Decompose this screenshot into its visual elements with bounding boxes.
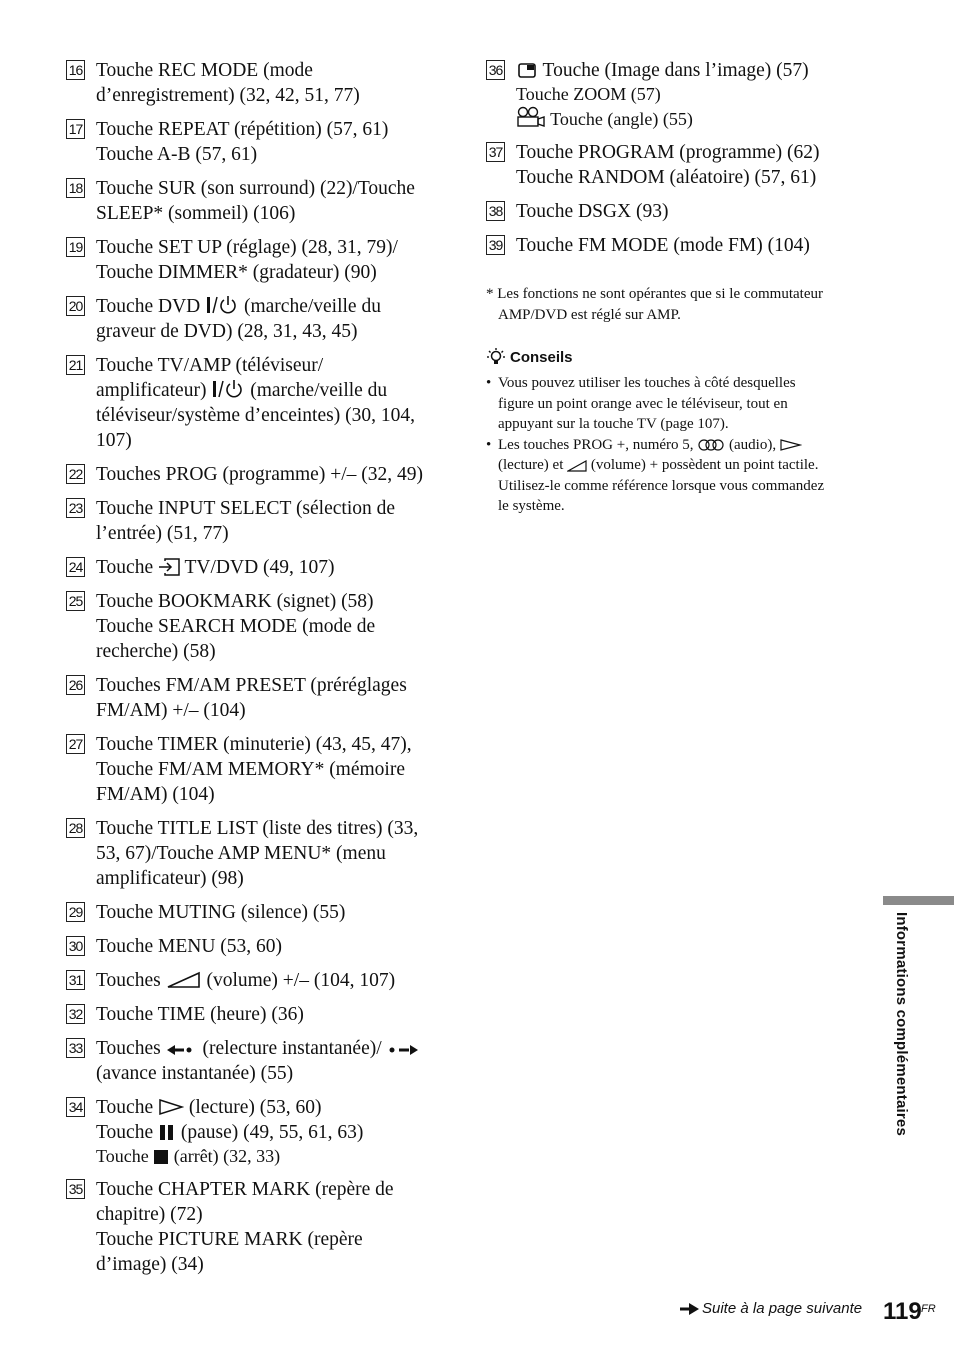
- entry-line: 107): [96, 430, 132, 451]
- entry-line: Touche FM MODE (mode FM) (104): [516, 235, 810, 256]
- entry-22: [66, 462, 446, 487]
- entry-line: Touche TIME (heure) (36): [96, 1004, 304, 1025]
- play-icon: [780, 438, 802, 452]
- footnote: [486, 284, 871, 325]
- entry-line: FM/AM) (104): [96, 784, 215, 805]
- entry-line: Touche INPUT SELECT (sélection de: [96, 498, 396, 519]
- entry-text: (volume) +/– (104, 107): [201, 970, 396, 991]
- entry-27: [66, 732, 446, 807]
- power-standby-icon: [205, 295, 239, 315]
- entry-line: graveur de DVD) (28, 31, 43, 45): [96, 321, 358, 342]
- callout-number: 28: [66, 818, 85, 838]
- entry-line: l’entrée) (51, 77): [96, 523, 229, 544]
- tip-text: (volume) + possèdent un point tactile.: [587, 457, 819, 473]
- entry-line: Touche BOOKMARK (signet) (58): [96, 591, 374, 612]
- footnote-line: AMP/DVD est réglé sur AMP.: [498, 306, 681, 323]
- entry-line: FM/AM) +/– (104): [96, 700, 246, 721]
- entry-line: d’image) (34): [96, 1254, 204, 1275]
- entry-24: [66, 555, 446, 580]
- callout-number: 17: [66, 119, 85, 139]
- callout-number: 36: [486, 60, 505, 80]
- entry-line: amplificateur) (98): [96, 868, 244, 889]
- instant-advance-icon: [387, 1043, 419, 1057]
- entry-line: chapitre) (72): [96, 1204, 203, 1225]
- callout-number: 32: [66, 1004, 85, 1024]
- entry-text: (pause) (49, 55, 61, 63): [176, 1122, 364, 1143]
- callout-number: 30: [66, 936, 85, 956]
- entry-line: téléviseur/système d’enceintes) (30, 104,: [96, 405, 415, 426]
- entry-text: Touche: [96, 1097, 158, 1118]
- entry-line: Touche DSGX (93): [516, 201, 669, 222]
- input-select-icon: [158, 558, 180, 576]
- tip-line: le système.: [498, 498, 565, 514]
- callout-number: 18: [66, 178, 85, 198]
- entry-19: [66, 235, 446, 285]
- entry-line: 53, 67)/Touche AMP MENU* (menu: [96, 843, 386, 864]
- entry-20: [66, 294, 446, 344]
- tip-item: [486, 373, 871, 435]
- entry-text: (arrêt) (32, 33): [169, 1146, 281, 1166]
- entry-21: [66, 353, 446, 453]
- callout-number: 24: [66, 557, 85, 577]
- entry-text: (lecture) (53, 60): [184, 1097, 322, 1118]
- entry-18: [66, 176, 446, 226]
- callout-number: 19: [66, 237, 85, 257]
- entry-line: Touche TIMER (minuterie) (43, 45, 47),: [96, 734, 412, 755]
- stop-icon: [153, 1149, 169, 1165]
- picture-in-picture-icon: [516, 61, 538, 79]
- tip-line: • Vous pouvez utiliser les touches à côté desquelles: [498, 375, 796, 391]
- entry-39: [486, 233, 871, 258]
- callout-number: 27: [66, 734, 85, 754]
- entry-text: Touche: [96, 557, 158, 578]
- entry-line: Touche CHAPTER MARK (repère de: [96, 1179, 394, 1200]
- entry-line: d’enregistrement) (32, 42, 51, 77): [96, 85, 360, 106]
- callout-number: 38: [486, 201, 505, 221]
- entry-line: Touche SEARCH MODE (mode de: [96, 616, 376, 637]
- entry-line: Touche TITLE LIST (liste des titres) (33,: [96, 818, 419, 839]
- entry-34: [66, 1095, 446, 1168]
- continue-note: [680, 1300, 862, 1317]
- entry-line: Touches PROG (programme) +/– (32, 49): [96, 464, 423, 485]
- entry-text: Touche: [96, 1146, 154, 1166]
- tip-item: [486, 435, 871, 517]
- callout-number: 34: [66, 1097, 85, 1117]
- arrow-right-icon: [680, 1303, 700, 1315]
- entry-line: Touche FM/AM MEMORY* (mémoire: [96, 759, 405, 780]
- audio-icon: [697, 438, 725, 452]
- entry-text: TV/DVD (49, 107): [180, 557, 335, 578]
- lightbulb-icon: [486, 347, 506, 367]
- entry-text: Touche: [96, 1122, 158, 1143]
- entry-32: [66, 1002, 446, 1027]
- entry-line: Touche TV/AMP (téléviseur/: [96, 355, 324, 376]
- entry-line: recherche) (58): [96, 641, 216, 662]
- callout-number: 31: [66, 970, 85, 990]
- entry-line: Touche A-B (57, 61): [96, 144, 258, 165]
- instant-replay-icon: [166, 1043, 198, 1057]
- page-number: 119: [883, 1298, 922, 1325]
- right-column: [486, 58, 871, 517]
- entry-line: Touche MUTING (silence) (55): [96, 902, 346, 923]
- callout-number: 16: [66, 60, 85, 80]
- entry-line: (avance instantanée) (55): [96, 1063, 294, 1084]
- callout-number: 39: [486, 235, 505, 255]
- entry-text: (marche/veille du: [245, 380, 388, 401]
- tip-line: appuyant sur la touche TV (page 107).: [498, 416, 729, 432]
- callout-number: 21: [66, 355, 85, 375]
- entry-17: [66, 117, 446, 167]
- callout-number: 35: [66, 1179, 85, 1199]
- entry-26: [66, 673, 446, 723]
- entry-line: Touche SUR (son surround) (22)/Touche: [96, 178, 415, 199]
- entry-line: Touche DIMMER* (gradateur) (90): [96, 262, 377, 283]
- entry-29: [66, 900, 446, 925]
- pause-icon: [158, 1123, 176, 1141]
- tips-list: [486, 373, 871, 517]
- entry-line: Touche RANDOM (aléatoire) (57, 61): [516, 167, 817, 188]
- entry-line: Touche PICTURE MARK (repère: [96, 1229, 363, 1250]
- entry-33: [66, 1036, 446, 1086]
- entry-text: amplificateur): [96, 380, 212, 401]
- tips-title: Conseils: [510, 348, 573, 366]
- callout-number: 37: [486, 142, 505, 162]
- entry-text: Touches: [96, 1038, 166, 1059]
- tip-text: Les touches PROG +, numéro 5,: [498, 436, 698, 453]
- entry-text: Touches: [96, 970, 166, 991]
- play-icon: [158, 1098, 184, 1116]
- entry-line: Touche ZOOM (57): [516, 84, 661, 104]
- entry-line: Touche REC MODE (mode: [96, 60, 313, 81]
- entry-31: [66, 968, 446, 993]
- entry-16: [66, 58, 446, 108]
- tip-text: (lecture) et: [498, 457, 568, 473]
- entry-text: Touche (angle) (55): [546, 109, 693, 129]
- entry-line: SLEEP* (sommeil) (106): [96, 203, 296, 224]
- entry-line: Touches FM/AM PRESET (préréglages: [96, 675, 407, 696]
- callout-number: 25: [66, 591, 85, 611]
- volume-icon: [166, 971, 202, 989]
- entry-37: [486, 140, 871, 190]
- callout-number: 33: [66, 1038, 85, 1058]
- entry-28: [66, 816, 446, 891]
- section-tab-bar: [883, 896, 954, 905]
- callout-number: 22: [66, 464, 85, 484]
- entry-23: [66, 496, 446, 546]
- entry-text: Touche DVD: [96, 296, 206, 317]
- entry-text: (marche/veille du: [239, 296, 381, 317]
- callout-number: 20: [66, 296, 85, 316]
- tips-heading: [486, 347, 871, 367]
- callout-number: 23: [66, 498, 85, 518]
- angle-camera-icon: [516, 106, 546, 128]
- entry-line: Touche MENU (53, 60): [96, 936, 283, 957]
- continue-text: Suite à la page suivante: [702, 1300, 863, 1317]
- tip-text: (audio),: [725, 436, 780, 453]
- left-column: [66, 58, 446, 1286]
- entry-30: [66, 934, 446, 959]
- callout-number: 26: [66, 675, 85, 695]
- power-standby-icon: [211, 379, 245, 399]
- entry-text: Touche (Image dans l’image) (57): [538, 60, 809, 81]
- page-language: FR: [921, 1303, 936, 1315]
- entry-25: [66, 589, 446, 664]
- section-side-label: Informations complémentaires: [893, 912, 910, 1136]
- entry-35: [66, 1177, 446, 1277]
- tip-line: figure un point orange avec le téléviseur, tout en: [498, 395, 788, 412]
- entry-36: [486, 58, 871, 131]
- callout-number: 29: [66, 902, 85, 922]
- footnote-line: * Les fonctions ne sont opérantes que si le commutateur: [486, 286, 823, 302]
- entry-38: [486, 199, 871, 224]
- entry-line: Touche PROGRAM (programme) (62): [516, 142, 820, 163]
- tip-line: Utilisez-le comme référence lorsque vous commandez: [498, 477, 825, 494]
- entry-text: (relecture instantanée)/: [197, 1038, 387, 1059]
- entry-line: Touche REPEAT (répétition) (57, 61): [96, 119, 389, 140]
- volume-icon: [567, 460, 587, 472]
- entry-line: Touche SET UP (réglage) (28, 31, 79)/: [96, 237, 398, 258]
